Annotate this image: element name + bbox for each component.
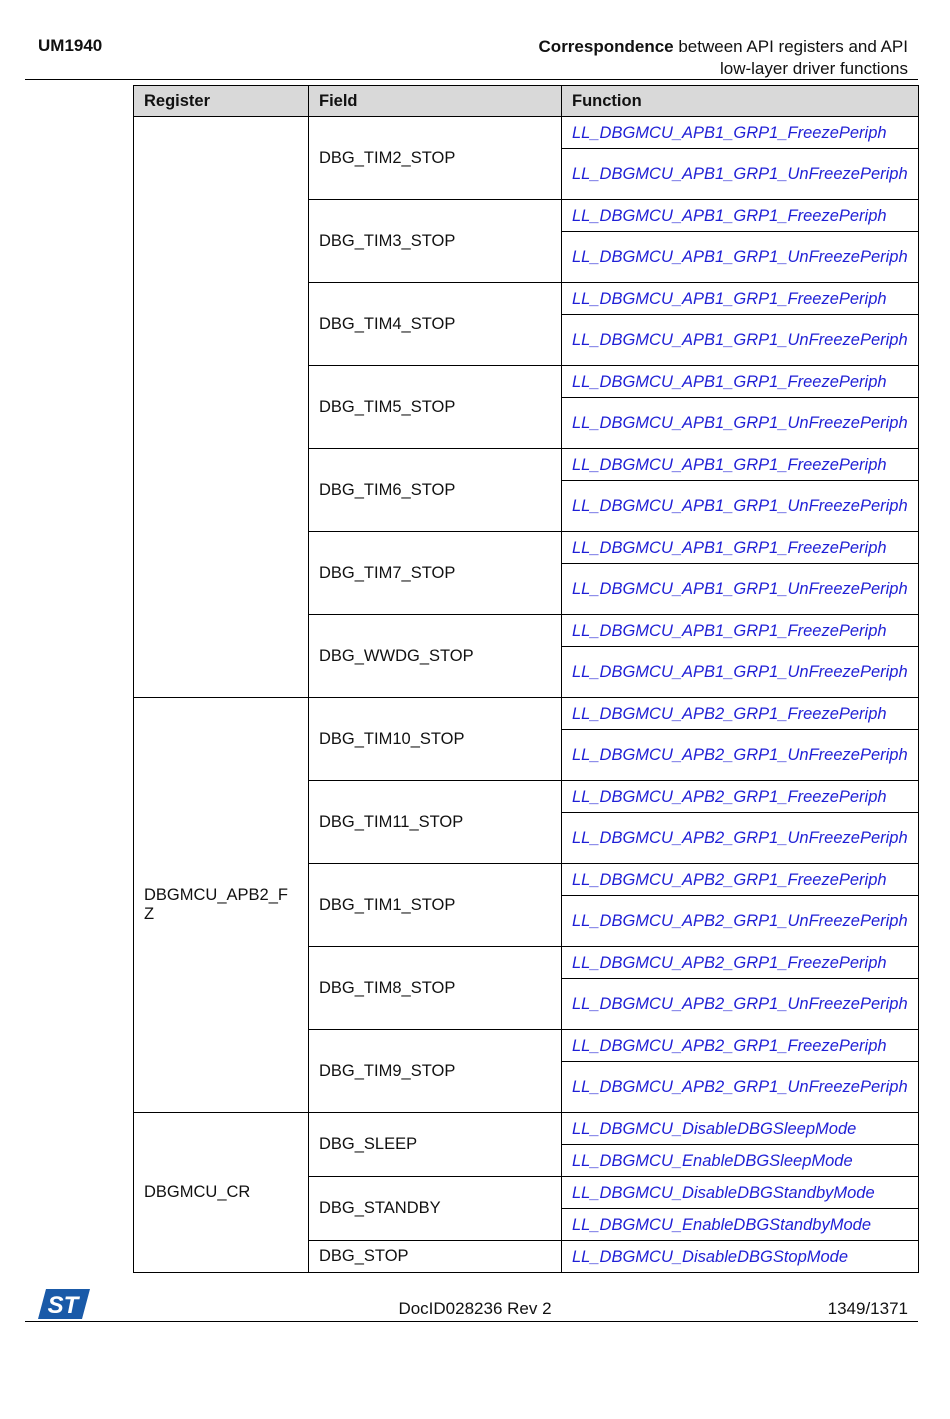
function-link[interactable]: LL_DBGMCU_APB1_GRP1_FreezePeriph	[562, 200, 919, 232]
page-number: 1349/1371	[827, 1299, 908, 1318]
function-link[interactable]: LL_DBGMCU_APB2_GRP1_FreezePeriph	[562, 1030, 919, 1062]
svg-text:ST: ST	[47, 1292, 79, 1319]
column-header: Function	[562, 86, 919, 117]
function-link[interactable]: LL_DBGMCU_APB2_GRP1_UnFreezePeriph	[562, 730, 919, 781]
function-link[interactable]: LL_DBGMCU_APB2_GRP1_UnFreezePeriph	[562, 813, 919, 864]
register-cell: DBGMCU_CR	[134, 1113, 309, 1273]
function-link[interactable]: LL_DBGMCU_DisableDBGSleepMode	[562, 1113, 919, 1145]
field-cell: DBG_WWDG_STOP	[309, 615, 562, 698]
section-title	[408, 36, 908, 80]
function-link[interactable]: LL_DBGMCU_APB1_GRP1_FreezePeriph	[562, 366, 919, 398]
footer-rule	[25, 1321, 918, 1322]
function-link[interactable]: LL_DBGMCU_APB2_GRP1_FreezePeriph	[562, 947, 919, 979]
doc-id: DocID028236 Rev 2	[398, 1299, 552, 1318]
column-header: Register	[134, 86, 309, 117]
field-cell: DBG_TIM3_STOP	[309, 200, 562, 283]
function-link[interactable]: LL_DBGMCU_APB1_GRP1_FreezePeriph	[562, 532, 919, 564]
function-link[interactable]: LL_DBGMCU_APB1_GRP1_FreezePeriph	[562, 117, 919, 149]
register-cell	[134, 117, 309, 698]
header-rule	[25, 79, 918, 80]
field-cell: DBG_TIM1_STOP	[309, 864, 562, 947]
section-title-rest: between API registers and API	[673, 37, 908, 56]
function-link[interactable]: LL_DBGMCU_APB1_GRP1_UnFreezePeriph	[562, 232, 919, 283]
function-link[interactable]: LL_DBGMCU_APB1_GRP1_UnFreezePeriph	[562, 398, 919, 449]
function-link[interactable]: LL_DBGMCU_EnableDBGStandbyMode	[562, 1209, 919, 1241]
field-cell: DBG_TIM5_STOP	[309, 366, 562, 449]
field-cell: DBG_TIM2_STOP	[309, 117, 562, 200]
field-cell: DBG_TIM11_STOP	[309, 781, 562, 864]
section-title-line2: low-layer driver functions	[719, 59, 908, 78]
function-link[interactable]: LL_DBGMCU_APB1_GRP1_UnFreezePeriph	[562, 564, 919, 615]
field-cell: DBG_TIM10_STOP	[309, 698, 562, 781]
field-cell: DBG_STANDBY	[309, 1177, 562, 1241]
function-link[interactable]: LL_DBGMCU_DisableDBGStandbyMode	[562, 1177, 919, 1209]
function-link[interactable]: LL_DBGMCU_APB2_GRP1_UnFreezePeriph	[562, 896, 919, 947]
function-link[interactable]: LL_DBGMCU_APB1_GRP1_UnFreezePeriph	[562, 647, 919, 698]
function-link[interactable]: LL_DBGMCU_APB1_GRP1_FreezePeriph	[562, 615, 919, 647]
section-title-bold: Correspondence	[538, 37, 674, 56]
function-link[interactable]: LL_DBGMCU_APB1_GRP1_UnFreezePeriph	[562, 315, 919, 366]
function-link[interactable]: LL_DBGMCU_APB1_GRP1_FreezePeriph	[562, 283, 919, 315]
register-cell: DBGMCU_APB2_FZ	[134, 698, 309, 1113]
function-link[interactable]: LL_DBGMCU_APB1_GRP1_FreezePeriph	[562, 449, 919, 481]
function-link[interactable]: LL_DBGMCU_APB2_GRP1_FreezePeriph	[562, 864, 919, 896]
table-row	[134, 1113, 919, 1145]
field-cell: DBG_SLEEP	[309, 1113, 562, 1177]
function-link[interactable]: LL_DBGMCU_APB1_GRP1_UnFreezePeriph	[562, 481, 919, 532]
field-cell: DBG_TIM7_STOP	[309, 532, 562, 615]
function-link[interactable]: LL_DBGMCU_APB2_GRP1_FreezePeriph	[562, 698, 919, 730]
field-cell: DBG_STOP	[309, 1241, 562, 1273]
table-row	[134, 117, 919, 149]
function-link[interactable]: LL_DBGMCU_APB2_GRP1_UnFreezePeriph	[562, 979, 919, 1030]
doc-code: UM1940	[38, 36, 103, 55]
function-link[interactable]: LL_DBGMCU_EnableDBGSleepMode	[562, 1145, 919, 1177]
register-table	[133, 85, 919, 1273]
field-cell: DBG_TIM8_STOP	[309, 947, 562, 1030]
field-cell: DBG_TIM4_STOP	[309, 283, 562, 366]
table-row	[134, 698, 919, 730]
column-header: Field	[309, 86, 562, 117]
table-header-row	[134, 86, 919, 117]
function-link[interactable]: LL_DBGMCU_DisableDBGStopMode	[562, 1241, 919, 1273]
function-link[interactable]: LL_DBGMCU_APB2_GRP1_FreezePeriph	[562, 781, 919, 813]
function-link[interactable]: LL_DBGMCU_APB1_GRP1_UnFreezePeriph	[562, 149, 919, 200]
field-cell: DBG_TIM6_STOP	[309, 449, 562, 532]
function-link[interactable]: LL_DBGMCU_APB2_GRP1_UnFreezePeriph	[562, 1062, 919, 1113]
field-cell: DBG_TIM9_STOP	[309, 1030, 562, 1113]
